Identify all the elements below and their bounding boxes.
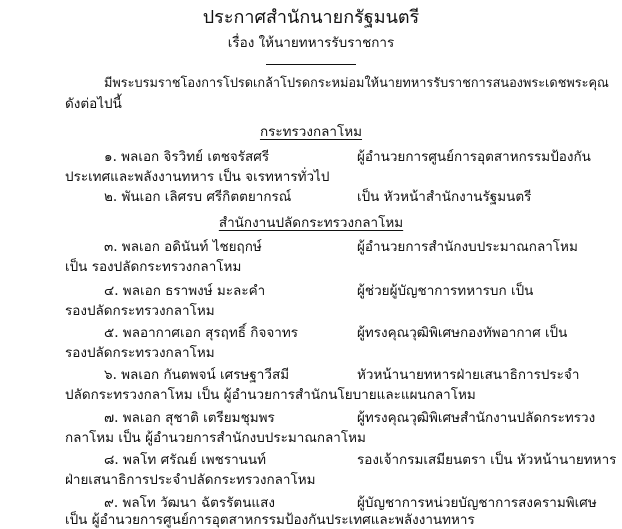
title-divider (266, 64, 356, 65)
entry-5-position: ผู้ทรงคุณวุฒิพิเศษกองทัพอากาศ เป็น (357, 325, 568, 341)
document-title: ประกาศสำนักนายกรัฐมนตรี (202, 7, 420, 28)
entry-5-name: ๕. พลอากาศเอก สุรฤทธิ์ กิจจาทร (104, 325, 298, 341)
entry-6-position: หัวหน้านายทหารฝ่ายเสนาธิการประจำ (357, 367, 580, 383)
entry-4-position-cont: รองปลัดกระทรวงกลาโหม (65, 303, 215, 319)
entry-3-name: ๓. พลเอก อดินันท์ ไชยฤกษ์ (104, 239, 262, 255)
intro-line-2: ดังต่อไปนี้ (65, 96, 122, 112)
entry-2-position: เป็น หัวหน้าสำนักงานรัฐมนตรี (357, 189, 532, 205)
entry-8-name: ๘. พลโท ศรัณย์ เพชรานนท์ (104, 452, 267, 468)
entry-1-position: ผู้อำนวยการศูนย์การอุตสาหกรรมป้องกัน (357, 149, 591, 165)
entry-6-position-cont: ปลัดกระทรวงกลาโหม เป็น ผู้อำนวยการสำนักนโยบายและแผนกลาโหม (65, 387, 476, 403)
entry-1-position-cont: ประเทศและพลังงานทหาร เป็น จเรทหารทั่วไป (65, 169, 330, 185)
entry-7-position: ผู้ทรงคุณวุฒิพิเศษสำนักงานปลัดกระทรวง (357, 410, 596, 426)
entry-8-position: รองเจ้ากรมเสมียนตรา เป็น หัวหน้านายทหาร (357, 452, 617, 468)
entry-4-position: ผู้ช่วยผู้บัญชาการทหารบก เป็น (357, 283, 534, 299)
entry-4-name: ๔. พลเอก ธราพงษ์ มะละคำ (104, 283, 266, 299)
entry-7-position-cont: กลาโหม เป็น ผู้อำนวยการสำนักงบประมาณกลาโหม (65, 430, 366, 446)
entry-7-name: ๗. พลเอก สุชาติ เตรียมชุมพร (104, 410, 275, 426)
entry-1-name: ๑. พลเอก จิรวิทย์ เตชจรัสศรี (104, 149, 270, 165)
section-heading-defense-ministry: กระทรวงกลาโหม (259, 124, 363, 140)
entry-3-position: ผู้อำนวยการสำนักงบประมาณกลาโหม (357, 239, 578, 255)
entry-3-position-cont: เป็น รองปลัดกระทรวงกลาโหม (65, 259, 242, 275)
section-heading-permanent-secretary-office: สำนักงานปลัดกระทรวงกลาโหม (218, 215, 404, 231)
entry-9-position-cont: เป็น ผู้อำนวยการศูนย์การอุตสาหกรรมป้องกันประเทศและพลังงานทหาร (65, 512, 475, 528)
entry-9-name: ๙. พลโท วัฒนา ฉัตรรัตนแสง (104, 495, 275, 511)
entry-5-position-cont: รองปลัดกระทรวงกลาโหม (65, 345, 215, 361)
entry-9-position: ผู้บัญชาการหน่วยบัญชาการสงครามพิเศษ (357, 495, 597, 511)
intro-line-1: มีพระบรมราชโองการโปรดเกล้าโปรดกระหม่อมให้นายทหารรับราชการสนองพระเดชพระคุณ (104, 76, 609, 91)
document-subject: เรื่อง ให้นายทหารรับราชการ (227, 35, 395, 51)
entry-6-name: ๖. พลเอก กันตพจน์ เศรษฐาวีสมี (104, 367, 290, 383)
entry-2-name: ๒. พันเอก เลิศรบ ศรีกิตตยากรณ์ (104, 189, 292, 205)
entry-8-position-cont: ฝ่ายเสนาธิการประจำปลัดกระทรวงกลาโหม (65, 472, 316, 488)
